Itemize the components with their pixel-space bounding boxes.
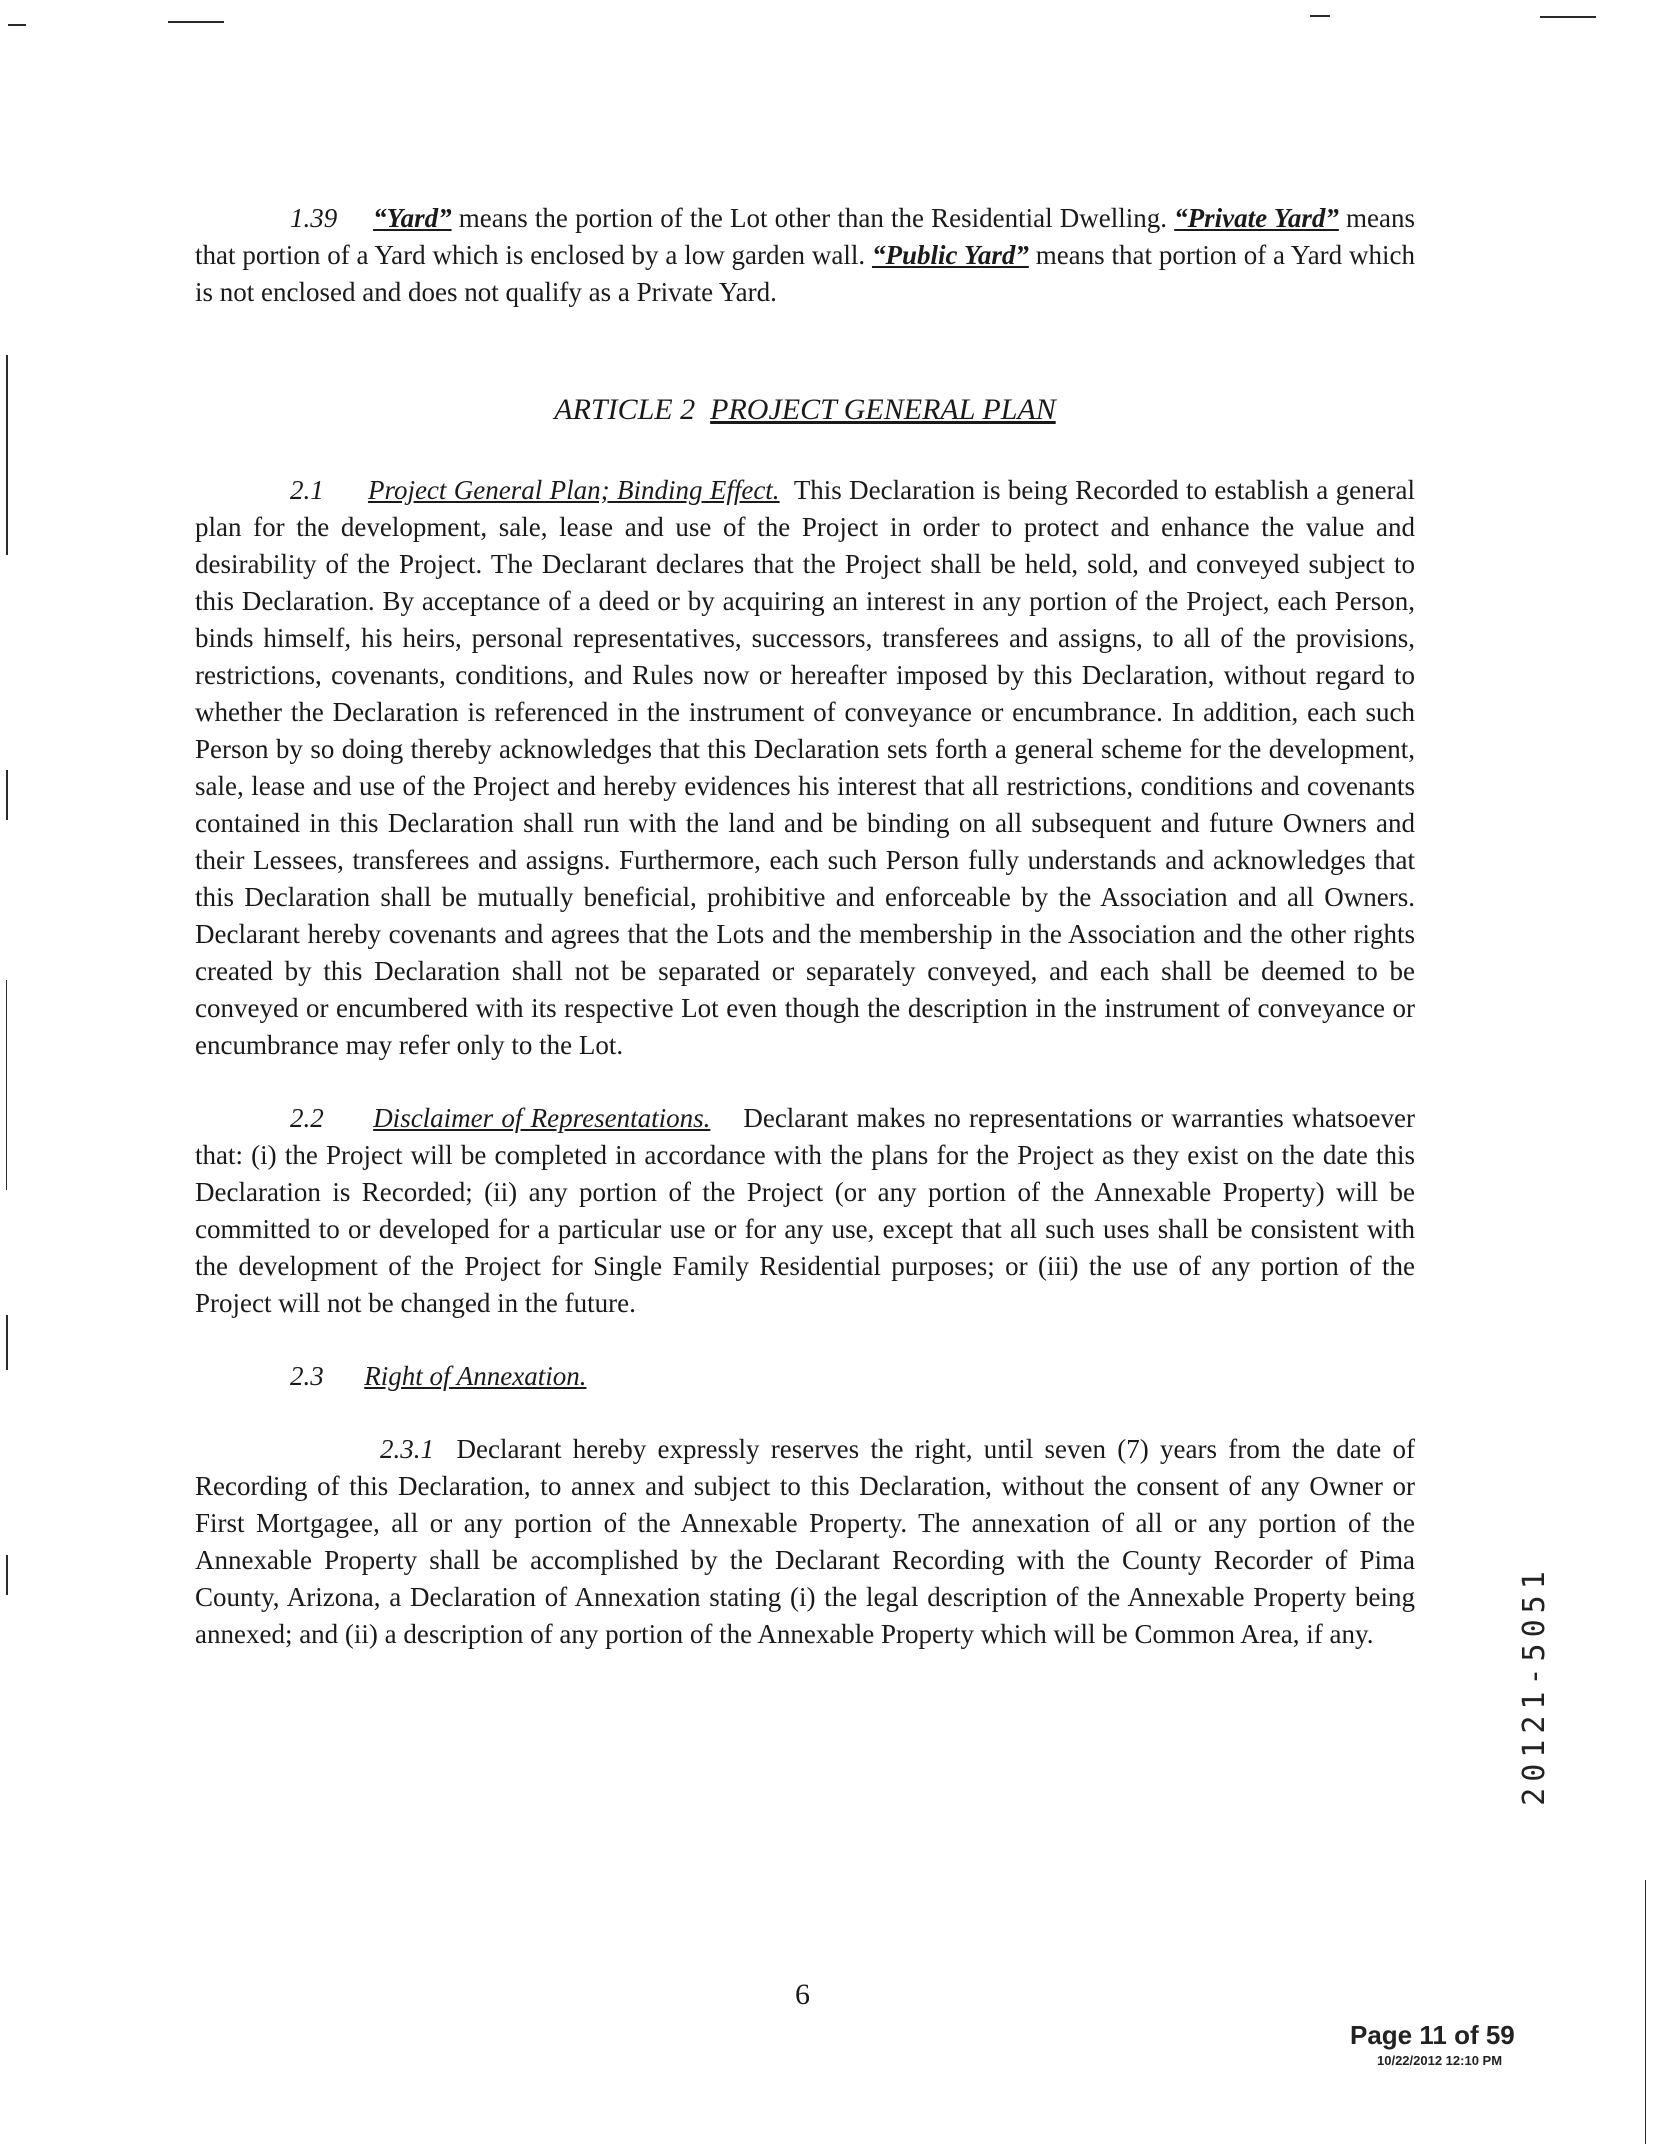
scan-mark-left-1 bbox=[6, 355, 8, 555]
term-private-yard: “Private Yard” bbox=[1174, 203, 1339, 233]
section-number: 2.3 bbox=[290, 1361, 324, 1391]
recording-number-text: 20121-5051 bbox=[1516, 1564, 1552, 1806]
definition-text: means that portion of a Yard which is not enclosed and does not qualify as a Private Yard. bbox=[195, 240, 1416, 307]
section-2-1 bbox=[195, 472, 1415, 1064]
scan-mark-top-right bbox=[1540, 16, 1596, 18]
section-2-3-1 bbox=[195, 1431, 1415, 1653]
article-title: PROJECT GENERAL PLAN bbox=[710, 393, 1056, 426]
scan-mark-left-2 bbox=[6, 770, 8, 820]
scan-mark-left-4 bbox=[6, 1315, 8, 1370]
section-body: Declarant makes no representations or warranties whatsoever that: (i) the Project will be completed in accordance with the plans for the Project as they exist on the date this Declaration is Recorded; (ii) any portion of the Project (or any portion of the Annexable Property) will be committed to or developed for a particular use or for any use, except that all such uses shall be consistent with the development of the Project for Single Family Residential purposes; or (iii) the use of any portion of the Project will not be changed in the future. bbox=[195, 1103, 1416, 1318]
definition-text: means that portion of a Yard which is enclosed by a low garden wall. bbox=[195, 203, 1415, 270]
section-heading: Right of Annexation. bbox=[364, 1361, 587, 1391]
document-body bbox=[195, 200, 1415, 1689]
section-2-2 bbox=[195, 1100, 1415, 1322]
article-label: ARTICLE 2 bbox=[554, 393, 696, 426]
section-heading: Disclaimer of Representations. bbox=[373, 1103, 711, 1133]
recording-number bbox=[1512, 1520, 1556, 1850]
term-yard: “Yard” bbox=[373, 203, 452, 233]
section-heading: Project General Plan; Binding Effect. bbox=[367, 475, 780, 505]
timestamp: 10/22/2012 12:10 PM bbox=[1377, 2053, 1503, 2068]
scan-mark-top-left-2 bbox=[168, 21, 224, 23]
scan-mark-left-5 bbox=[6, 1555, 8, 1595]
section-body: This Declaration is being Recorded to establish a general plan for the development, sale, lease and use of the Project in order to protect and enhance the value and desirability of the Project. The Declarant declares that the Project shall be held, sold, and conveyed subject to this Declaration. By acceptance of a deed or by acquiring an interest in any portion of the Project, each Person, binds himself, his heirs, personal representatives, successors, transferees and assigns, to all of the provisions, restrictions, covenants, conditions, and Rules now or hereafter imposed by this Declaration, without regard to whether the Declaration is referenced in the instrument of conveyance or encumbrance. In addition, each such Person by so doing thereby acknowledges that this Declaration sets forth a general scheme for the development, sale, lease and use of the Project and hereby evidences his interest that all restrictions, conditions and covenants contained in this Declaration shall run with the land and be binding on all subsequent and future Owners and their Lessees, transferees and assigns. Furthermore, each such Person fully understands and acknowledges that this Declaration shall be mutually beneficial, prohibitive and enforceable by the Association and all Owners. Declarant hereby covenants and agrees that the Lots and the membership in the Association and the other rights created by this Declaration shall not be separated or separately conveyed, and each shall be deemed to be conveyed or encumbered with its respective Lot even though the description in the instrument of conveyance or encumbrance may refer only to the Lot. bbox=[195, 475, 1416, 1060]
page-counter: Page 11 of 59 bbox=[1350, 2020, 1515, 2050]
scan-mark-top-center bbox=[1310, 15, 1330, 17]
definition-yard bbox=[195, 200, 1415, 311]
scan-mark-top-left bbox=[8, 24, 26, 26]
scan-mark-left-3 bbox=[6, 980, 7, 1190]
definition-text: means the portion of the Lot other than the Residential Dwelling. bbox=[451, 203, 1175, 233]
term-public-yard: “Public Yard” bbox=[871, 240, 1029, 270]
section-2-3 bbox=[195, 1358, 1415, 1395]
section-number: 1.39 bbox=[290, 203, 338, 233]
section-number: 2.1 bbox=[290, 475, 324, 505]
scan-mark-right-edge bbox=[1645, 1880, 1646, 2144]
section-number: 2.2 bbox=[290, 1103, 324, 1133]
page-number: 6 bbox=[795, 1978, 810, 2011]
section-body: Declarant hereby expressly reserves the right, until seven (7) years from the date of Recording of this Declaration, to annex and subject to this Declaration, without the consent of any Owner or First Mortgagee, all or any portion of the Annexable Property. The annexation of all or any portion of the Annexable Property shall be accomplished by the Declarant Recording with the County Recorder of Pima County, Arizona, a Declaration of Annexation stating (i) the legal description of the Annexable Property being annexed; and (ii) a description of any portion of the Annexable Property which will be Common Area, if any. bbox=[195, 1434, 1415, 1649]
article-heading bbox=[195, 391, 1415, 428]
section-number: 2.3.1 bbox=[380, 1434, 434, 1464]
